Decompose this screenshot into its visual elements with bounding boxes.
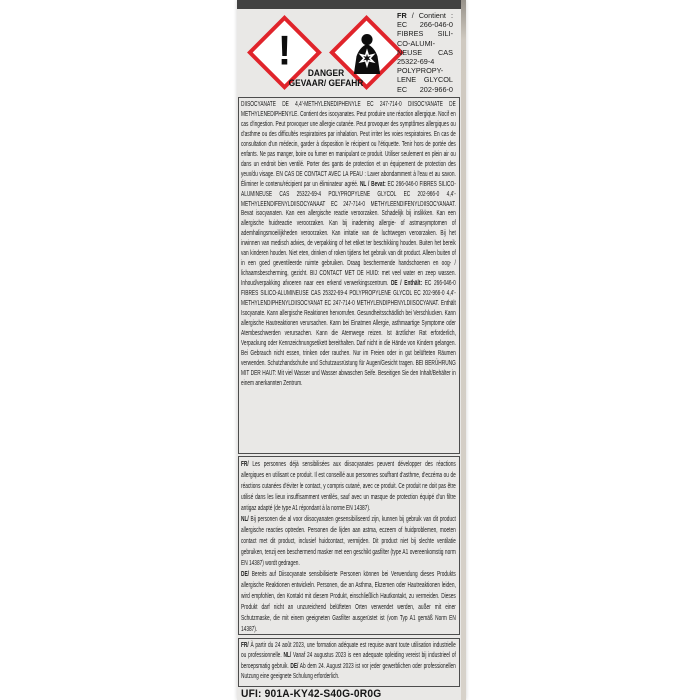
sensitization-warning-box: [238, 456, 460, 635]
sensitization-paragraph-nl: NL/ Bij personen die al voor diisocyanaten gesensibiliseerd zijn, kunnen bij gebruik van dit product allergische reacties optreden. Personen die lijden aan astma, eczeem of huidproblemen, moeten contact met dit product, inclusief huidcontact, vermijden. Dit product niet bij slechte ventilatie gebruiken, tenzij een beschermend masker met een geschikt gasfilter (type A1 overeenkomstig norm EN 14387) wordt gedragen.: [241, 514, 456, 567]
hazard-statements-box: [238, 97, 460, 454]
health-hazard-icon: [346, 32, 388, 74]
signal-word-gevaar-gefahr: GEVAAR/ GEFAHR: [288, 77, 364, 89]
training-requirement-box: [238, 638, 460, 687]
sensitization-paragraph-fr: FR/ Les personnes déjà sensibilisées aux diisocyanates peuvent développer des réactions allergiques en utilisant ce produit. Il est conseillé aux personnes souffrant d'asthme, d'eczéma ou de réactions cutanées d'éviter le contact, y compris cutané, avec ce produit. Ce produit ne doit pas être utilisé dans les lieux insuffisamment ventilés, sauf avec un masque de protection équipé d'un filtre antigaz adapté (de type A1 répondant à la norme EN 14387).: [241, 459, 456, 512]
hazard-statements-text: DIISOCYANATE DE 4,4'-METHYLENEDIPHENYLE EC 247-714-0 DIISOCYANATE DE METHYLENEDIPHENYLE. Contient des isocyanates. Peut produire une réaction allergique. Nocif en cas d'ingestion. Peut provoquer une allergie cutanée. Peut provoquer des symptômes allergiques ou d'asthme ou des difficultés respiratoires par inhalation. Peut irriter les voies respiratoires. En cas de consultation d'un médecin, garder à disposition le récipient ou l'étiquette. Tenir hors de portée des enfants. Ne pas manger, boire ou fumer en manipulant ce produit. Utiliser seulement en plein air ou dans un endroit bien ventilé. Porter des gants de protection et un équipement de protection des yeux/du visage. EN CAS DE CONTACT AVEC LA PEAU : Laver abondamment à l'eau et au savon. Éliminer le contenu/récipient par un éliminateur agréé. NL / Bevat: EC 266-046-0 FIBRES SILICO-ALUMINEUSE CAS 25322-69-4 POLYPROPYLENE GLYCOL EC 202-966-0 4,4'-METHYLEENDIFENYLDIISOCYANAAT EC 247-714-0 METHYLEENDIFENYLDIISOCYANAAT. Bevat isocyanaten. Kan een allergische reactie veroorzaken. Schadelijk bij inslikken. Kan een allergische huidreactie veroorzaken. Kan bij inademing allergie- of astmasymptomen of ademhalingsmoeilijkheden veroorzaken. Kan irritatie van de luchtwegen veroorzaken. Bij het inwinnen van medisch advies, de verpakking of het etiket ter beschikking houden. Buiten het bereik van kinderen houden. Niet eten, drinken of roken tijdens het gebruik van dit product. Alleen buiten of in een goed geventileerde ruimte gebruiken. Draag beschermende handschoenen en oog- / lichaamsbescherming, gezicht. BIJ CONTACT MET DE HUID: met veel water en zeep wassen. Inhoud/verpakking afvoeren naar een erkend verwerkingscentrum. DE / Enthält: EC 266-046-0 FIBRES SILICO-ALUMINEUSE CAS 25322-69-4 POLYPROPYLENE GLYCOL EC 202-966-0 4,4'-METHYLENDIPHENYLDIISOCYANAT EC 247-714-0 METHYLENDIPHENYLDIISOCYANAT. Enthält Isocyanate. Kann allergische Reaktionen hervorrufen. Gesundheitsschädlich bei Verschlucken. Kann allergische Hautreaktionen verursachen. Kann bei Einatmen Allergie, asthmaartige Symptome oder Atembeschwerden verursachen. Kann die Atemwege reizen. Ist ärztlicher Rat erforderlich, Verpackung oder Kennzeichnungsetikett bereithalten. Darf nicht in die Hände von Kindern gelangen. Bei Gebrauch nicht essen, trinken oder rauchen. Nur im Freien oder in gut belüfteten Räumen verwenden. Schutzhandschuhe und Schutzausrüstung für Augen/Gesicht tragen. BEI BERÜHRUNG MIT DER HAUT: Mit viel Wasser und Wasser abwaschen Seife. Beseitigen Sie den Inhalt/Behälter in einem anerkannten Zentrum.: [241, 99, 456, 387]
contents-column: FR / Contient : EC 266-046-0 FIBRES SILI- CO-ALUMI- NEUSE CAS 25322-69-4 POLYPROPY- LENE GLYCOL EC 202-966-0: [397, 11, 453, 94]
label-right-edge: [461, 0, 466, 700]
label-top-edge: [237, 0, 461, 9]
ufi-code: UFI: 901A-KY42-S40G-0R0G: [241, 688, 382, 700]
label-header: [237, 9, 461, 97]
training-requirement-text: FR/ À partir du 24 août 2023, une formation adéquate est requise avant toute utilisation industrielle ou professionnelle. NL/ Vanaf 24 augustus 2023 is een adequate opleiding vereist bij industrieel of beroepsmatig gebruik. DE/ Ab dem 24. August 2023 ist vor jeder gewerblichen oder professionellen Nutzung eine geeignete Schulung erforderlich.: [241, 640, 456, 680]
signal-word: [282, 69, 370, 89]
sensitization-paragraph-de: DE/ Bereits auf Diisocyanate sensibilisierte Personen können bei Verwendung dieses Produkts allergische Reaktionen entwickeln. Personen, die an Asthma, Ekzemen oder Hautreaktionen leiden, wird empfohlen, den Kontakt mit diesem Produkt, einschließlich Hautkontakt, zu vermeiden. Dieses Produkt darf nicht an unzureichend belüfteten Orten verwendet werden, außer mit einer Schutzmaske, die mit einem geeigneten Gasfilter ausgerüstet ist (vom Typ A1 gemäß Norm EN 14387).: [241, 569, 456, 633]
signal-word-danger: DANGER: [307, 68, 345, 79]
product-safety-label: [237, 0, 466, 700]
exclamation-mark-icon: !: [277, 27, 292, 75]
